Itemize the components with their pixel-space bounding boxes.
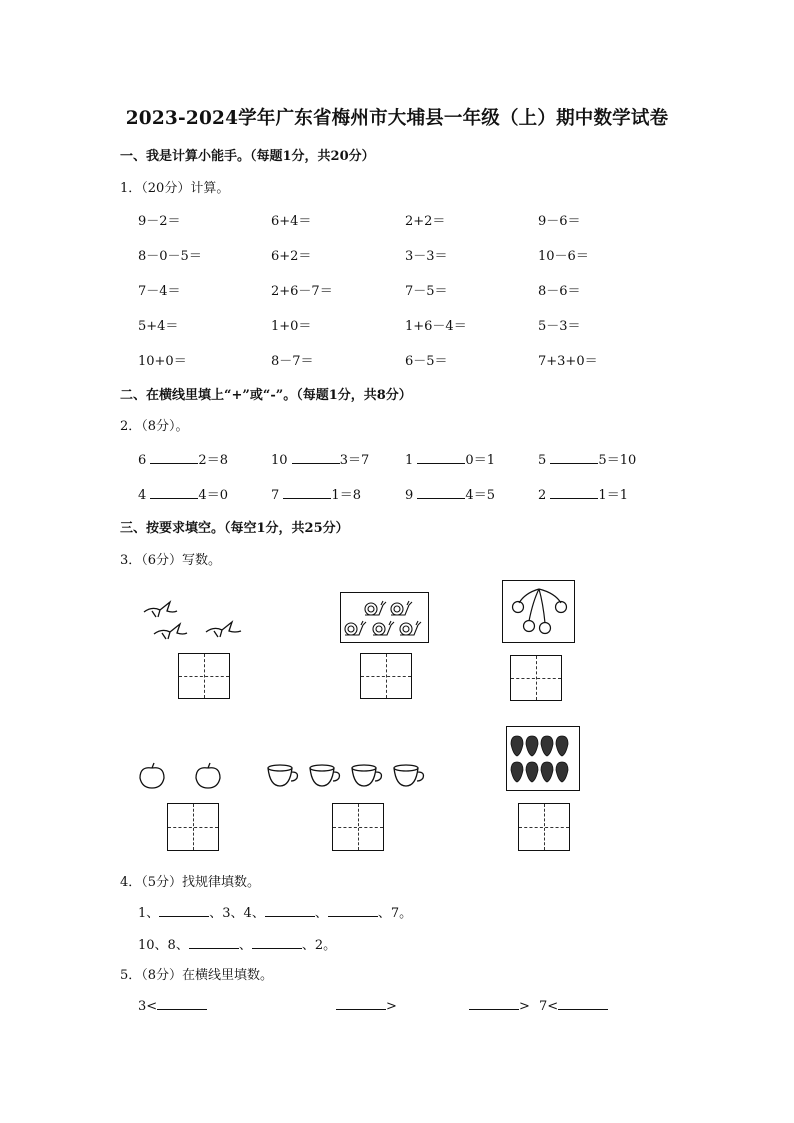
fill-sign-item (405, 484, 495, 503)
answer-blank[interactable] (150, 452, 198, 464)
q4-line1 (138, 902, 412, 921)
operand-left: 4 (138, 488, 147, 503)
operand-right: 0＝1 (465, 453, 495, 468)
sequence-text: 10、8、 (138, 938, 189, 953)
calc-item: 9－6＝ (538, 214, 581, 229)
answer-blank[interactable] (550, 452, 598, 464)
answer-blank[interactable] (189, 937, 239, 949)
calc-item: 9－2＝ (138, 214, 181, 229)
section1-heading: 一、我是计算小能手。（每题1分，共20分） (120, 149, 375, 164)
compare-text: > (519, 999, 530, 1014)
answer-blank[interactable] (558, 998, 608, 1010)
calc-item: 5+4＝ (138, 319, 179, 334)
fill-sign-item (538, 484, 628, 503)
calc-item: 7－5＝ (405, 284, 448, 299)
operand-right: 1＝1 (598, 488, 628, 503)
answer-box[interactable] (360, 653, 412, 699)
operand-left: 5 (538, 453, 547, 468)
operand-right: 3＝7 (339, 453, 370, 468)
sequence-text: 、 (238, 938, 252, 953)
calc-item: 10－6＝ (538, 249, 589, 264)
section2-heading: 二、在横线里填上“+”或“-”。（每题1分，共8分） (120, 388, 412, 403)
fill-sign-item (271, 449, 369, 468)
calc-item: 8－6＝ (538, 284, 581, 299)
q5-item (539, 998, 608, 1014)
calc-item: 6+2＝ (271, 249, 312, 264)
q2-label: 2．（8分）。 (120, 419, 189, 434)
fill-sign-item (138, 449, 228, 468)
q4-label: 4．（5分）找规律填数。 (120, 875, 261, 890)
snails-icon (343, 595, 427, 641)
q5-item (138, 998, 207, 1014)
fill-sign-item (405, 449, 495, 468)
answer-blank[interactable] (150, 487, 198, 499)
answer-box[interactable] (332, 803, 384, 851)
compare-text: 3< (138, 999, 158, 1014)
strawberries-icon (509, 730, 577, 788)
answer-blank[interactable] (265, 905, 315, 917)
answer-blank[interactable] (328, 905, 378, 917)
answer-blank[interactable] (283, 487, 331, 499)
apples-icon (138, 762, 234, 790)
section3-heading: 三、按要求填空。（每空1分，共25分） (120, 521, 349, 536)
answer-box[interactable] (167, 803, 219, 851)
calc-item: 2+6－7＝ (271, 284, 333, 299)
q3-label: 3．（6分）写数。 (120, 553, 222, 568)
calc-item: 7+3+0＝ (538, 354, 598, 369)
calc-item: 5－3＝ (538, 319, 581, 334)
answer-blank[interactable] (157, 998, 207, 1010)
calc-item: 7－4＝ (138, 284, 181, 299)
operand-right: 4＝0 (198, 488, 228, 503)
birds-icon (140, 598, 255, 646)
sequence-text: 、3、4、 (209, 906, 265, 921)
q1-label: 1．（20分）计算。 (120, 181, 230, 196)
answer-blank[interactable] (292, 452, 340, 464)
calc-item: 6+4＝ (271, 214, 312, 229)
answer-blank[interactable] (252, 937, 302, 949)
answer-box[interactable] (518, 803, 570, 851)
calc-item: 6－5＝ (405, 354, 448, 369)
answer-blank[interactable] (336, 998, 386, 1010)
fill-sign-item (538, 449, 636, 468)
calc-item: 10+0＝ (138, 354, 187, 369)
q5-label: 5．（8分）在横线里填数。 (120, 968, 274, 983)
page-title: 2023-2024学年广东省梅州市大埔县一年级（上）期中数学试卷 (125, 108, 669, 129)
fill-sign-item (138, 484, 228, 503)
answer-blank[interactable] (469, 998, 519, 1010)
calc-item: 1+0＝ (271, 319, 312, 334)
operand-right: 1＝8 (331, 488, 361, 503)
cherries-icon (505, 583, 573, 641)
operand-left: 10 (271, 453, 288, 468)
answer-box[interactable] (178, 653, 230, 699)
sequence-text: 1、 (138, 906, 160, 921)
q5-item (336, 998, 397, 1014)
calc-item: 8－7＝ (271, 354, 314, 369)
operand-left: 2 (538, 488, 547, 503)
fill-sign-item (271, 484, 361, 503)
operand-left: 7 (271, 488, 280, 503)
calc-item: 8－0－5＝ (138, 249, 202, 264)
operand-right: 2＝8 (198, 453, 228, 468)
operand-left: 9 (405, 488, 414, 503)
sequence-text: 、7。 (377, 906, 413, 921)
sequence-text: 、 (314, 906, 328, 921)
cups-icon (266, 763, 428, 789)
calc-item: 1+6－4＝ (405, 319, 467, 334)
calc-item: 3－3＝ (405, 249, 448, 264)
operand-right: 4＝5 (465, 488, 495, 503)
q4-line2 (138, 934, 336, 953)
q5-item (469, 998, 530, 1014)
operand-left: 1 (405, 453, 414, 468)
compare-text: 7< (539, 999, 559, 1014)
sequence-text: 、2。 (301, 938, 337, 953)
operand-left: 6 (138, 453, 147, 468)
calc-item: 2+2＝ (405, 214, 446, 229)
answer-blank[interactable] (550, 487, 598, 499)
answer-blank[interactable] (417, 487, 465, 499)
compare-text: > (386, 999, 397, 1014)
answer-box[interactable] (510, 655, 562, 701)
operand-right: 5＝10 (598, 453, 637, 468)
answer-blank[interactable] (417, 452, 465, 464)
answer-blank[interactable] (159, 905, 209, 917)
